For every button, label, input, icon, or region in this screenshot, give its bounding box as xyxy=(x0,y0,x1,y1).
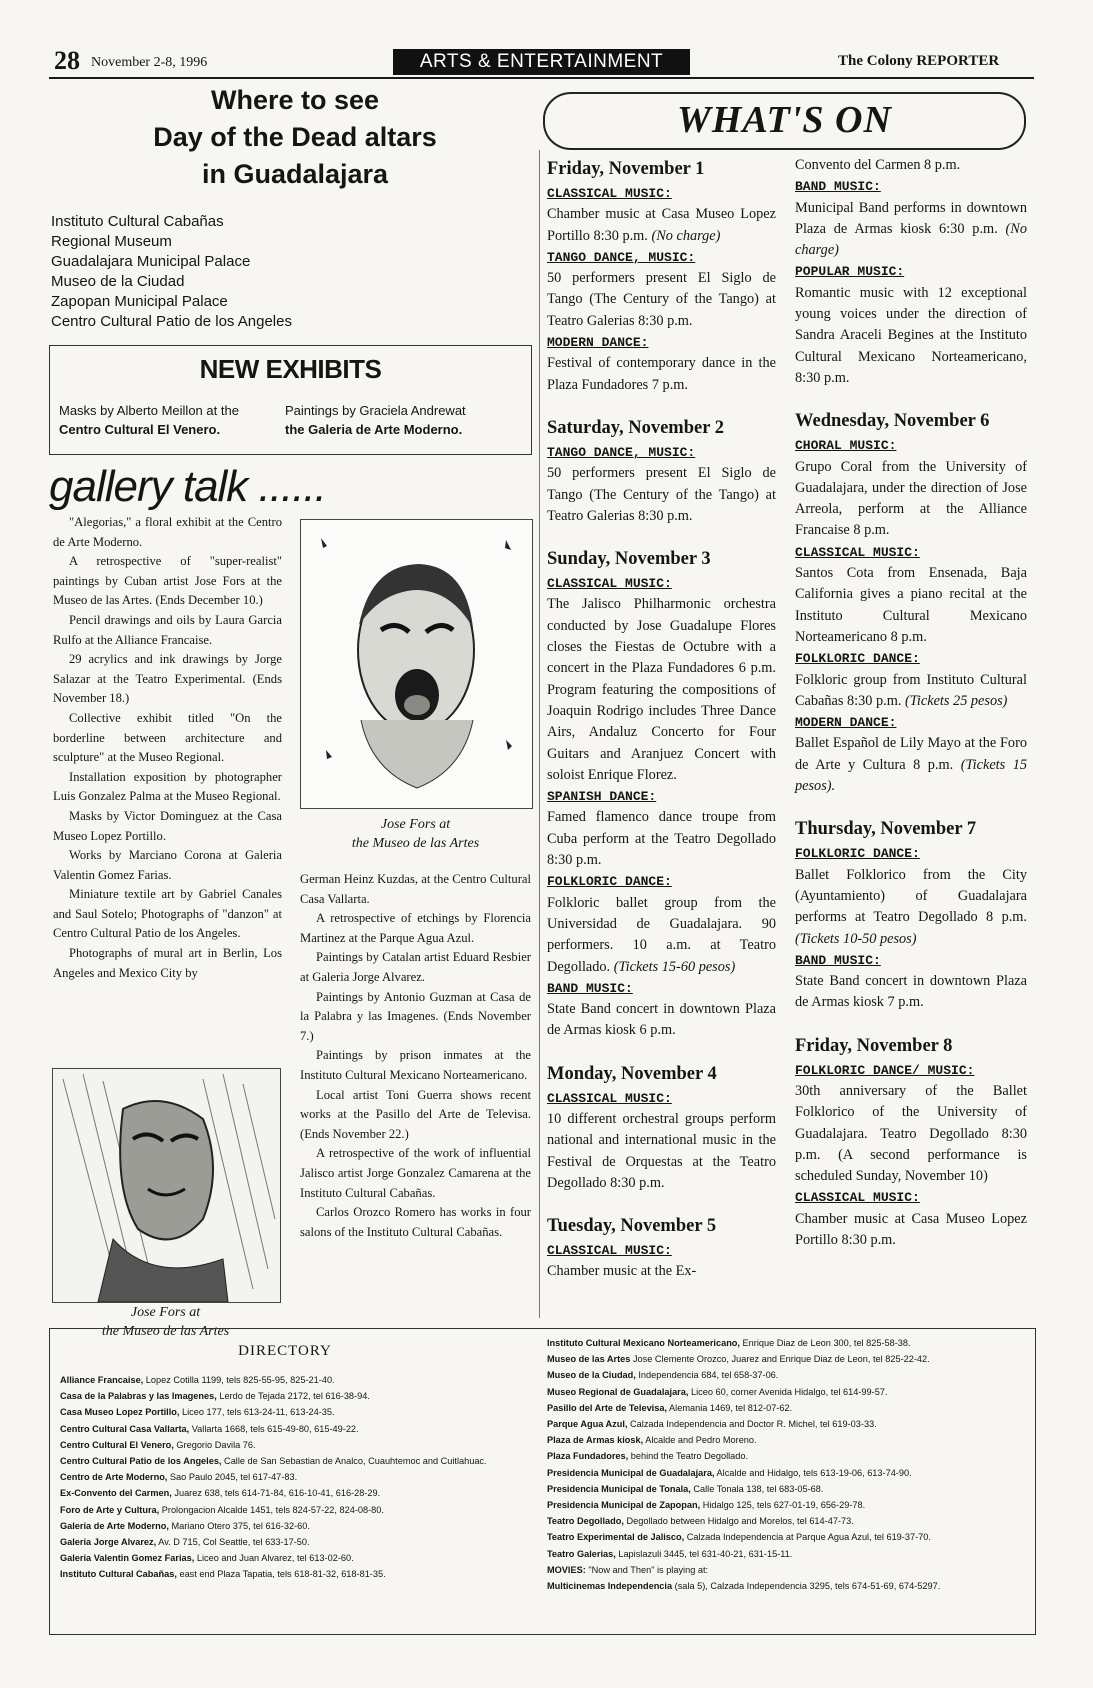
directory-entry xyxy=(547,1432,1027,1448)
directory-venue-name: Plaza de Armas kiosk, xyxy=(547,1435,644,1446)
event-description: Folkloric ballet group from the Universidad de Guadalajara. 90 performers. 10 a.m. at Teatro Degollado. xyxy=(547,894,776,975)
directory-entry xyxy=(547,1335,1027,1351)
event-item xyxy=(547,332,776,396)
gallery-item: 29 acrylics and ink drawings by Jorge Salazar at the Teatro Experimental. (Ends November 18.) xyxy=(53,652,282,706)
directory-entry xyxy=(547,1562,1027,1578)
caption-line: Jose Fors at xyxy=(130,1305,201,1320)
event-category: CHORAL MUSIC: xyxy=(795,438,897,454)
new-exhibits-title: NEW EXHIBITS xyxy=(199,354,382,384)
gallery-item: Paintings by Catalan artist Eduard Resbier at Galeria Jorge Alvarez. xyxy=(300,950,531,984)
list-item: Museo de la Ciudad xyxy=(51,273,185,290)
gallery-item: Works by Marciano Corona at Galeria Valentin Gomez Farias. xyxy=(53,848,282,882)
directory-venue-details: Vallarta 1668, tels 615-49-80, 615-49-22. xyxy=(189,1423,359,1434)
directory-venue-name: Presidencia Municipal de Guadalajara, xyxy=(547,1467,715,1478)
directory-venue-name: Galeria de Arte Moderno, xyxy=(60,1520,169,1531)
event-item xyxy=(795,648,1027,712)
list-item: Zapopan Municipal Palace xyxy=(51,293,228,310)
event-category: MODERN DANCE: xyxy=(795,715,897,731)
directory-venue-details: Juarez 638, tels 614-71-84, 616-10-41, 616-28-29. xyxy=(171,1488,381,1499)
event-description: Chamber music at the Ex- xyxy=(547,1263,697,1280)
new-exhibits-box xyxy=(49,345,532,455)
event-category: TANGO DANCE, MUSIC: xyxy=(547,249,696,265)
event-category: CLASSICAL MUSIC: xyxy=(795,544,920,560)
event-description: Convento del Carmen 8 p.m. xyxy=(795,157,961,173)
whats-on-column-2 xyxy=(795,155,1027,1251)
headline-line: Where to see xyxy=(210,85,380,115)
event-category: FOLKLORIC DANCE: xyxy=(795,846,920,862)
directory-title: DIRECTORY xyxy=(238,1343,332,1359)
event-description: Chamber music at Casa Museo Lopez Portillo 8:30 p.m. xyxy=(795,1210,1027,1249)
directory-venue-name: Teatro Galerias, xyxy=(547,1548,616,1559)
event-item xyxy=(795,950,1027,1014)
gallery-item: Miniature textile art by Gabriel Canales and Saul Sotelo; Photographs of "danzon" at Centro Cultural Patio de los Angeles. xyxy=(53,887,282,941)
directory-venue-details: Lopez Cotilla 1199, tels 825-55-95, 825-21-40. xyxy=(143,1375,335,1385)
exhibit-venue: the Galeria de Arte Moderno. xyxy=(285,422,463,437)
event-category: CLASSICAL MUSIC: xyxy=(547,1090,672,1106)
event-category: CLASSICAL MUSIC: xyxy=(547,1243,672,1259)
event-note: (No charge) xyxy=(795,220,1027,259)
event-item xyxy=(547,442,776,527)
event-day-heading: Saturday, November 2 xyxy=(547,417,724,438)
directory-venue-details: Sao Paulo 2045, tel 617-47-83. xyxy=(167,1472,298,1483)
whats-on-column-1 xyxy=(547,155,776,1283)
event-note: (Tickets 10-50 pesos) xyxy=(795,930,917,947)
directory-entry xyxy=(547,1546,1027,1562)
directory-venue-details: Lapislazuli 3445, tel 631-40-21, 631-15-11. xyxy=(615,1548,793,1559)
event-item xyxy=(795,261,1027,389)
event-note: (Tickets 25 pesos) xyxy=(905,692,1008,709)
directory-venue-details: Liceo 177, tels 613-24-11, 613-24-35. xyxy=(179,1407,335,1418)
directory-venue-details: Independencia 684, tel 658-37-06. xyxy=(635,1370,779,1381)
altar-venue-list xyxy=(51,212,391,332)
directory-entry xyxy=(60,1453,530,1469)
directory-entry xyxy=(547,1497,1027,1513)
directory-venue-name: Teatro Degollado, xyxy=(547,1516,624,1527)
event-category: TANGO DANCE, MUSIC: xyxy=(547,444,696,460)
portrait-illustration xyxy=(301,520,532,808)
directory-entry xyxy=(547,1448,1027,1464)
event-description: State Band concert in downtown Plaza de Armas kiosk 7 p.m. xyxy=(795,973,1027,1011)
event-day-heading: Sunday, November 3 xyxy=(547,549,711,570)
event-description: Ballet Folklorico from the City (Ayuntamiento) of Guadalajara performs at Teatro Degollado 8 p.m. xyxy=(795,866,1027,926)
jose-fors-photo-bottom xyxy=(52,1068,281,1303)
directory-entry xyxy=(60,1485,530,1501)
event-description: Romantic music with 12 exceptional young voices under the direction of Sandra Araceli Begines at the Instituto Cultural Mexicano Norteamericano, 8:30 p.m. xyxy=(795,284,1027,386)
page-number: 28 xyxy=(54,46,80,75)
directory-entry xyxy=(547,1465,1027,1481)
directory-entry xyxy=(60,1437,530,1453)
issue-date: November 2-8, 1996 xyxy=(91,55,208,70)
directory-venue-name: Centro Cultural Patio de los Angeles, xyxy=(60,1456,222,1467)
event-category: SPANISH DANCE: xyxy=(547,789,657,805)
directory-venue-details: (sala 5), Calzada Independencia 3295, tels 674-51-69, 674-5297. xyxy=(672,1581,941,1592)
event-note: (Tickets 15 pesos). xyxy=(795,756,1028,795)
caption-line: the Museo de las Artes xyxy=(101,1324,230,1339)
directory-entry xyxy=(60,1469,530,1485)
event-description: 50 performers present El Siglo de Tango (The Century of the Tango) at Teatro Galerias 8:30 p.m. xyxy=(547,465,776,524)
event-category: MODERN DANCE: xyxy=(547,335,649,351)
gallery-item: Installation exposition by photographer Luis Gonzalez Palma at the Museo Regional. xyxy=(53,769,282,804)
directory-venue-name: Centro Cultural Casa Vallarta, xyxy=(60,1423,190,1434)
event-item xyxy=(795,1187,1027,1251)
event-item xyxy=(795,712,1027,797)
directory-venue-name: Ex-Convento del Carmen, xyxy=(60,1488,172,1499)
headline-line: in Guadalajara xyxy=(201,159,389,189)
event-description: 30th anniversary of the Ballet Folklorico of the University of Guadalajara. Teatro Degollado 8:30 p.m. (A second performance is scheduled Sunday, November 10) xyxy=(795,1082,1027,1185)
directory-venue-name: MOVIES: xyxy=(547,1564,586,1575)
event-category: BAND MUSIC: xyxy=(795,179,881,195)
directory-venue-details: behind the Teatro Degollado. xyxy=(628,1451,749,1462)
directory-venue-name: Centro de Arte Moderno, xyxy=(60,1472,168,1483)
event-day-heading: Wednesday, November 6 xyxy=(795,411,990,432)
paper-name: The Colony REPORTER xyxy=(838,53,1000,69)
directory-venue-details: east end Plaza Tapatia, tels 618-81-32, 618-81-35. xyxy=(176,1569,386,1580)
directory-venue-name: Museo de las Artes xyxy=(547,1354,631,1365)
gallery-item: A retrospective of "super-realist" paintings by Cuban artist Jose Fors at the Museo de las Artes. (Ends December 10.) xyxy=(53,554,282,608)
event-category: BAND MUSIC: xyxy=(547,980,633,996)
event-day-heading: Friday, November 8 xyxy=(795,1035,953,1056)
directory-venue-details: Alemania 1469, tel 812-07-62. xyxy=(667,1402,793,1413)
event-description: 50 performers present El Siglo de Tango (The Century of the Tango) at Teatro Galerias 8:30 p.m. xyxy=(547,270,776,329)
gallery-item: Paintings by prison inmates at the Instituto Cultural Mexicano Norteamericano. xyxy=(300,1048,531,1082)
directory-entry xyxy=(60,1372,530,1388)
directory-entry xyxy=(547,1384,1027,1400)
directory-entry xyxy=(547,1400,1027,1416)
event-description: 10 different orchestral groups perform national and international music in the Festival de Orquestas at the Teatro Degollado 8:30 p.m. xyxy=(547,1110,776,1191)
directory-entry xyxy=(60,1518,530,1534)
event-item xyxy=(547,573,776,786)
event-note: (No charge) xyxy=(651,227,721,244)
event-description: Ballet Español de Lily Mayo at the Foro de Arte y Cultura 8 p.m. xyxy=(795,735,1027,773)
directory-venue-name: Museo de la Ciudad, xyxy=(547,1370,636,1381)
directory-venue-details: Lerdo de Tejada 2172, tel 616-38-94. xyxy=(216,1391,370,1402)
event-category: CLASSICAL MUSIC: xyxy=(547,576,672,592)
event-note: (Tickets 15-60 pesos) xyxy=(613,958,736,975)
event-description: Municipal Band performs in downtown Plaza de Armas kiosk 6:30 p.m. xyxy=(795,199,1027,237)
directory-venue-name: Casa Museo Lopez Portillo, xyxy=(60,1407,180,1418)
directory-venue-details: Gregorio Davila 76. xyxy=(173,1439,256,1450)
event-category: FOLKLORIC DANCE/ MUSIC: xyxy=(795,1062,975,1078)
directory-venue-name: Plaza Fundadores, xyxy=(547,1451,629,1462)
directory-entry xyxy=(60,1550,530,1566)
directory-venue-name: Centro Cultural El Venero, xyxy=(60,1439,174,1450)
directory-venue-details: Calle Tonala 138, tel 683-05-68. xyxy=(690,1483,824,1494)
event-item xyxy=(547,183,776,247)
caption-line: Jose Fors at xyxy=(380,817,451,832)
event-item xyxy=(547,247,776,332)
gallery-item: Masks by Victor Dominguez at the Casa Museo Lopez Portillo. xyxy=(53,808,282,843)
directory-venue-details: "Now and Then" is playing at: xyxy=(585,1564,709,1575)
directory-entry xyxy=(60,1388,530,1404)
event-category: POPULAR MUSIC: xyxy=(795,264,905,280)
event-day-heading: Monday, November 4 xyxy=(547,1063,717,1084)
directory-venue-name: Instituto Cultural Cabañas, xyxy=(60,1569,177,1580)
directory-entry xyxy=(547,1351,1027,1367)
directory-venue-details: Liceo and Juan Alvarez, tel 613-02-60. xyxy=(194,1553,354,1564)
directory-venue-name: Alliance Francaise, xyxy=(60,1375,144,1385)
event-category: BAND MUSIC: xyxy=(795,952,881,968)
directory-venue-details: Jose Clemente Orozco, Juarez and Enrique Diaz de Leon, tel 825-22-42. xyxy=(630,1354,930,1365)
headline-line: Day of the Dead altars xyxy=(153,122,437,152)
list-item: Instituto Cultural Cabañas xyxy=(51,213,224,230)
event-category: CLASSICAL MUSIC: xyxy=(547,186,672,201)
directory-venue-name: Galeria Jorge Alvarez, xyxy=(60,1537,157,1548)
exhibit-line: Paintings by Graciela Andrewat xyxy=(285,403,466,418)
event-description: Chamber music at Casa Museo Lopez Portillo 8:30 p.m. xyxy=(547,206,776,244)
altars-headline xyxy=(130,82,460,193)
directory-venue-name: Foro de Arte y Cultura, xyxy=(60,1504,160,1515)
sketch-illustration xyxy=(53,1069,280,1302)
list-item: Regional Museum xyxy=(51,233,172,250)
gallery-column-1 xyxy=(53,513,282,983)
gallery-item: Carlos Orozco Romero has works in four salons of the Instituto Cultural Cabañas. xyxy=(300,1205,531,1239)
directory-venue-name: Teatro Experimental de Jalisco, xyxy=(547,1532,685,1543)
jose-fors-photo-top xyxy=(300,519,533,809)
directory-entry xyxy=(547,1481,1027,1497)
event-item xyxy=(547,786,776,871)
exhibit-venue: Centro Cultural El Venero. xyxy=(59,422,221,437)
caption-line: the Museo de las Artes xyxy=(351,836,480,851)
event-item xyxy=(795,435,1027,541)
event-category: CLASSICAL MUSIC: xyxy=(795,1190,920,1206)
directory-list-right xyxy=(547,1335,1027,1594)
masthead-rule xyxy=(49,77,1034,79)
directory-venue-name: Parque Agua Azul, xyxy=(547,1419,628,1430)
directory-venue-name: Casa de la Palabras y las Imagenes, xyxy=(60,1391,217,1402)
gallery-item: German Heinz Kuzdas, at the Centro Cultural Casa Vallarta. xyxy=(300,872,531,906)
directory-venue-details: Hidalgo 125, tels 627-01-19, 656-29-78. xyxy=(700,1500,866,1511)
event-description: Festival of contemporary dance in the Plaza Fundadores 7 p.m. xyxy=(547,355,776,393)
gallery-item: Paintings by Antonio Guzman at Casa de la Palabra y las Imagenes. (Ends November 7.) xyxy=(300,989,531,1043)
directory-entry xyxy=(547,1578,1027,1594)
directory-venue-name: Instituto Cultural Mexicano Norteamericano, xyxy=(547,1338,740,1348)
event-description: Famed flamenco dance troupe from Cuba perform at the Teatro Degollado 8:30 p.m. xyxy=(547,809,776,869)
event-item xyxy=(547,978,776,1042)
directory-entry xyxy=(547,1367,1027,1383)
list-item: Centro Cultural Patio de los Angeles xyxy=(51,313,292,330)
gallery-column-2 xyxy=(300,870,531,1242)
exhibit-right xyxy=(285,401,466,439)
event-category: FOLKLORIC DANCE: xyxy=(547,874,672,890)
directory-box xyxy=(49,1328,1036,1635)
photo-caption-top xyxy=(300,815,531,853)
section-banner: ARTS & ENTERTAINMENT xyxy=(393,49,690,75)
directory-venue-name: Museo Regional de Guadalajara, xyxy=(547,1386,689,1397)
event-description: State Band concert in downtown Plaza de Armas kiosk 6 p.m. xyxy=(547,1001,776,1039)
directory-entry xyxy=(547,1529,1027,1545)
gallery-item: "Alegorias," a floral exhibit at the Centro de Arte Moderno. xyxy=(53,515,282,549)
event-description: The Jalisco Philharmonic orchestra conducted by Jose Guadalupe Flores closes the Fiestas de Octubre with a concert in the Plaza Fundadores 6 p.m. Program featuring the compositions of Joaquin Rodrigo includes Three Dance Airs, Andaluz Concerto for Four Guitars and Aranjuez Concert with soloist Enrique Florez. xyxy=(547,596,776,783)
directory-venue-name: Presidencia Municipal de Zapopan, xyxy=(547,1500,701,1511)
gallery-item: Pencil drawings and oils by Laura Garcia Rulfo at the Alliance Francaise. xyxy=(53,612,282,647)
directory-venue-details: Alcalde and Pedro Moreno. xyxy=(643,1435,757,1446)
gallery-item: A retrospective of etchings by Florencia Martinez at the Parque Agua Azul. xyxy=(300,911,531,945)
event-day-heading: Friday, November 1 xyxy=(547,159,705,179)
directory-entry xyxy=(60,1502,530,1518)
event-description: Folkloric group from Instituto Cultural Cabañas 8:30 p.m. xyxy=(795,671,1027,709)
directory-venue-details: Alcalde and Hidalgo, tels 613-19-06, 613-74-90. xyxy=(714,1467,912,1478)
event-item xyxy=(547,1240,776,1283)
event-item xyxy=(547,1088,776,1194)
directory-venue-name: Presidencia Municipal de Tonala, xyxy=(547,1483,691,1494)
directory-venue-name: Multicinemas Independencia xyxy=(547,1581,673,1592)
directory-entry xyxy=(60,1534,530,1550)
directory-venue-details: Mariano Otero 375, tel 616-32-60. xyxy=(168,1520,310,1531)
event-day-heading: Thursday, November 7 xyxy=(795,819,977,840)
directory-venue-details: Prolongacion Alcalde 1451, tels 824-57-22, 824-08-80. xyxy=(159,1504,384,1515)
directory-venue-details: Calzada Independencia and Doctor R. Michel, tel 619-03-33. xyxy=(627,1419,877,1430)
directory-venue-name: Galeria Valentin Gomez Farias, xyxy=(60,1553,195,1564)
event-item xyxy=(795,155,1027,176)
column-divider xyxy=(539,150,540,1318)
directory-venue-details: Liceo 60, corner Avenida Hidalgo, tel 614-99-57. xyxy=(688,1386,888,1397)
event-item xyxy=(795,843,1027,949)
event-item xyxy=(547,871,776,977)
directory-venue-details: Calle de San Sebastian de Analco, Cuauhtemoc and Cuitlahuac. xyxy=(221,1456,487,1467)
whats-on-title: WHAT'S ON xyxy=(677,99,892,141)
list-item: Guadalajara Municipal Palace xyxy=(51,253,251,270)
directory-venue-details: Calzada Independencia at Parque Agua Azul, tel 619-37-70. xyxy=(684,1532,931,1543)
event-category: FOLKLORIC DANCE: xyxy=(795,651,920,667)
gallery-item: Photographs of mural art in Berlin, Los Angeles and Mexico City by xyxy=(53,946,282,980)
directory-entry xyxy=(60,1566,530,1582)
gallery-item: A retrospective of the work of influential Jalisco artist Jorge Gonzalez Camarena at the Instituto Cultural Cabañas. xyxy=(300,1146,531,1200)
gallery-item: Local artist Toni Guerra shows recent works at the Pasillo del Arte de Televisa. (Ends November 22.) xyxy=(300,1087,531,1141)
directory-list-left xyxy=(60,1372,530,1583)
directory-venue-details: Degollado between Hidalgo and Morelos, tel 614-47-73. xyxy=(623,1516,854,1527)
directory-venue-details: Enrique Diaz de Leon 300, tel 825-58-38. xyxy=(739,1338,911,1348)
directory-venue-name: Pasillo del Arte de Televisa, xyxy=(547,1402,667,1413)
exhibit-line: Masks by Alberto Meillon at the xyxy=(59,403,239,418)
directory-entry xyxy=(60,1421,530,1437)
event-item xyxy=(795,1060,1027,1188)
whats-on-banner xyxy=(543,92,1026,150)
event-description: Santos Cota from Ensenada, Baja California gives a piano recital at the Instituto Cultural Mexicano Norteamericano 8 p.m. xyxy=(795,565,1027,645)
directory-entry xyxy=(547,1513,1027,1529)
directory-entry xyxy=(547,1416,1027,1432)
event-item xyxy=(795,176,1027,261)
directory-venue-details: Av. D 715, Col Seattle, tel 633-17-50. xyxy=(156,1537,310,1548)
gallery-item: Collective exhibit titled "On the borderline between architecture and sculpture" at the Museo Regional. xyxy=(53,710,282,765)
event-day-heading: Tuesday, November 5 xyxy=(547,1216,717,1237)
event-item xyxy=(795,542,1027,648)
gallery-talk-title: gallery talk ...... xyxy=(49,462,326,511)
directory-entry xyxy=(60,1404,530,1420)
exhibit-left xyxy=(59,401,239,439)
event-description: Grupo Coral from the University of Guadalajara, under the direction of Jose Arreola, perform at the Alliance Francaise 8 p.m. xyxy=(795,458,1027,539)
